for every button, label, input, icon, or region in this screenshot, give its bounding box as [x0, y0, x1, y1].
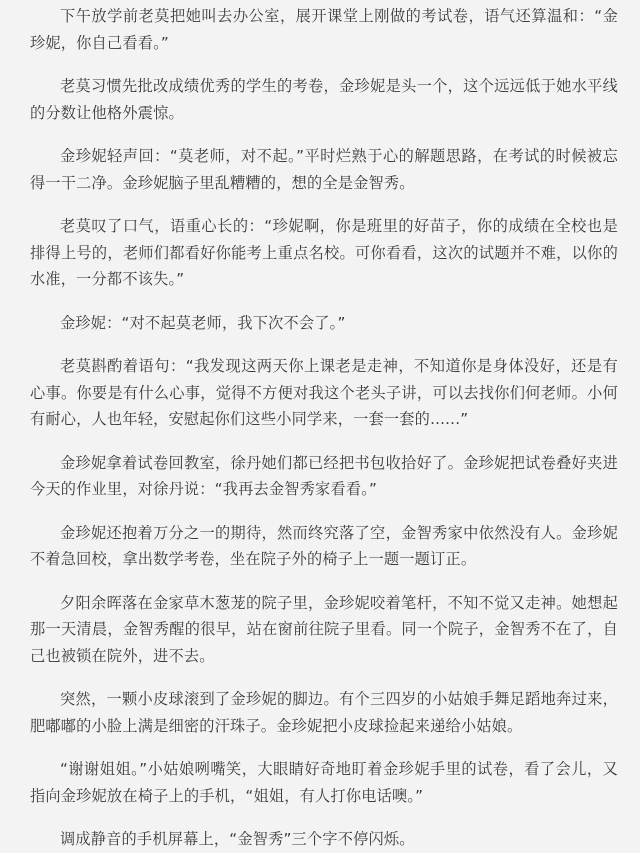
- paragraph-2: 老莫习惯先批改成绩优秀的学生的考卷，金珍妮是头一个，这个远远低于她水平线的分数让他格外震惊。: [30, 77, 618, 122]
- paragraph-6: 老莫斟酌着语句：“我发现这两天你上课老是走神，不知道你是身体没好，还是有心事。你要是有什么心事，觉得不方便对我这个老头子讲，可以去找你们何老师。小何有耐心，人也年轻，安慰起你们这些小同学来，一套一套的......”: [30, 357, 618, 428]
- paragraph-1: 下午放学前老莫把她叫去办公室，展开课堂上刚做的考试卷，语气还算温和：“金珍妮，你自己看看。”: [30, 7, 618, 52]
- paragraph-8: 金珍妮还抱着万分之一的期待，然而终究落了空，金智秀家中依然没有人。金珍妮不着急回校，拿出数学考卷，坐在院子外的椅子上一题一题订正。: [30, 523, 618, 568]
- paragraph-12: 调成静音的手机屏幕上，“金智秀”三个字不停闪烁。: [60, 830, 415, 848]
- paragraph-4: 老莫叹了口气，语重心长的：“珍妮啊，你是班里的好苗子，你的成绩在全校也是排得上号的，老师们都看好你能考上重点名校。可你看看，这次的试题并不难，以你的水准，一分都不该失。”: [30, 217, 618, 288]
- paragraph-11: “谢谢姐姐。”小姑娘咧嘴笑，大眼睛好奇地盯着金珍妮手里的试卷，看了会儿，又指向金珍妮放在椅子上的手机，“姐姐，有人打你电话噢。”: [30, 760, 618, 805]
- paragraph-9: 夕阳余晖落在金家草木葱茏的院子里，金珍妮咬着笔杆，不知不觉又走神。她想起那一天清晨，金智秀醒的很早，站在窗前往院子里看。同一个院子，金智秀不在了，自己也被锁在院外，进不去。: [30, 593, 618, 665]
- paragraph-3: 金珍妮轻声回：“莫老师，对不起。”平时烂熟于心的解题思路，在考试的时候被忘得一干二净。金珍妮脑子里乱糟糟的，想的全是金智秀。: [30, 147, 618, 192]
- paragraph-10: 突然，一颗小皮球滚到了金珍妮的脚边。有个三四岁的小姑娘手舞足蹈地奔过来，肥嘟嘟的小脸上满是细密的汗珠子。金珍妮把小皮球捡起来递给小姑娘。: [30, 690, 618, 735]
- paragraph-5: 金珍妮：“对不起莫老师，我下次不会了。”: [60, 313, 346, 332]
- paragraph-7: 金珍妮拿着试卷回教室，徐丹她们都已经把书包收拾好了。金珍妮把试卷叠好夹进今天的作业里，对徐丹说：“我再去金智秀家看看。”: [30, 453, 618, 498]
